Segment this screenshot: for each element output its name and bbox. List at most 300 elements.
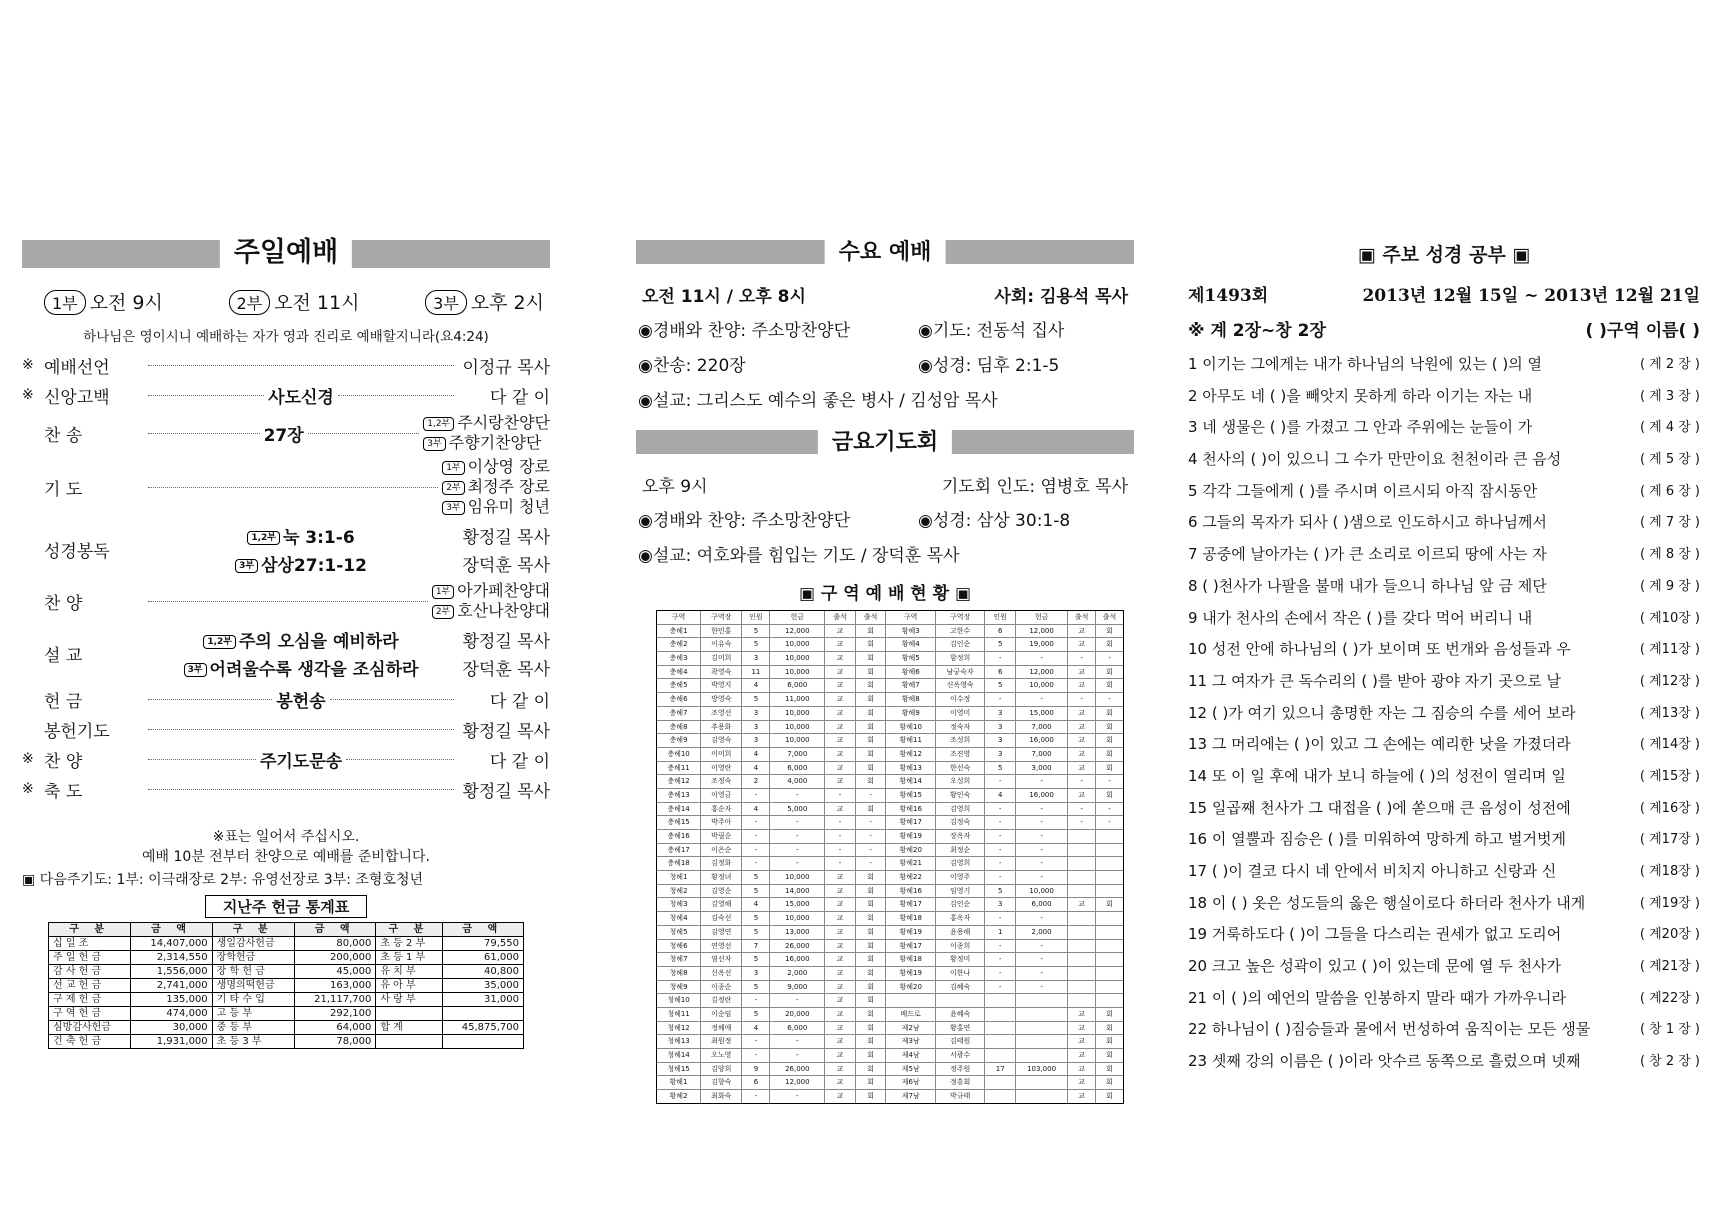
district-cell: 9	[742, 1063, 770, 1076]
question-ref: ( 계16장 )	[1639, 800, 1700, 816]
district-cell: 김영해	[701, 898, 742, 911]
district-cell	[1068, 926, 1096, 939]
district-cell: 황헤15	[886, 789, 935, 802]
district-cell: 교	[825, 638, 856, 651]
district-cell: 교	[1068, 734, 1096, 747]
offering-cell: 2,314,550	[131, 951, 212, 965]
district-cell: 황헤19	[886, 830, 935, 843]
question-item	[1188, 698, 1700, 730]
order-label: 성경봉독	[44, 541, 110, 562]
district-cell: 교	[825, 1049, 856, 1062]
district-row	[657, 1049, 1123, 1063]
district-cell: -	[770, 1049, 825, 1062]
district-cell: 3	[985, 707, 1016, 720]
district-row	[657, 1035, 1123, 1049]
district-row	[657, 679, 1123, 693]
dots-left	[148, 395, 264, 396]
district-cell: 5	[985, 679, 1016, 692]
district-cell: 교	[1068, 625, 1096, 638]
district-cell: 회	[856, 748, 887, 761]
order-row	[22, 351, 550, 379]
question-item	[1188, 888, 1700, 920]
order-sublist	[144, 625, 550, 681]
district-cell: 10,000	[770, 912, 825, 925]
order-row	[22, 581, 550, 621]
district-cell: -	[985, 912, 1016, 925]
district-cell	[1096, 885, 1123, 898]
district-cell	[1096, 940, 1123, 953]
district-cell: 20,000	[770, 1008, 825, 1021]
district-cell: 10,000	[770, 871, 825, 884]
district-cell: 교	[825, 1076, 856, 1089]
district-cell: 회	[1106, 1009, 1113, 1018]
district-cell: 회	[856, 1076, 887, 1089]
district-cell: 회	[856, 734, 887, 747]
district-cell: 황헤10	[886, 721, 935, 734]
question-ref: ( 창 2 장 )	[1639, 1054, 1700, 1070]
question-item	[1188, 349, 1700, 381]
order-subrow	[144, 521, 550, 549]
question-text: 7 공중에 날아가는 ( )가 큰 소리로 이르되 땅에 사는 자	[1188, 545, 1547, 564]
district-cell: 황헤9	[886, 707, 935, 720]
district-cell: 정혜애	[701, 1022, 742, 1035]
order-dots	[148, 687, 454, 712]
district-cell: 5,000	[770, 803, 825, 816]
district-cell	[985, 1090, 1016, 1103]
district-cell: 회	[1106, 1064, 1113, 1073]
dots-left	[148, 759, 256, 760]
district-cell: 교	[825, 953, 856, 966]
district-cell	[1016, 1049, 1068, 1062]
question-item	[1188, 729, 1700, 761]
district-cell: 황헤1	[657, 1076, 701, 1089]
session-label: 오전 9시	[89, 292, 163, 314]
district-cell: 교	[1068, 1035, 1096, 1048]
question-ref: ( 계 7 장 )	[1639, 515, 1700, 531]
offering-cell: 심방감사헌금	[49, 1021, 131, 1035]
note-line: ※표는 일어서 주십시오.	[212, 829, 360, 845]
question-ref: ( 계 6 장 )	[1639, 483, 1700, 499]
district-cell: 5	[742, 638, 770, 651]
district-cell	[886, 994, 935, 1007]
district-row	[657, 844, 1123, 858]
fri-praise: ◉경배와 찬양: 주소망찬양단	[638, 511, 851, 531]
district-cell: 회	[856, 721, 887, 734]
district-cell: 황헤13	[886, 762, 935, 775]
district-cell: 김양희	[701, 1063, 742, 1076]
district-cell: 교	[1068, 789, 1096, 802]
district-cell: 추용화	[701, 721, 742, 734]
question-text: 9 내가 천사의 손에서 작은 ( )를 갖다 먹어 버리니 내	[1188, 608, 1533, 627]
district-cell: 이은순	[701, 844, 742, 857]
bible-dates: 2013년 12월 15일 ~ 2013년 12월 21일	[1362, 286, 1700, 306]
question-item	[1188, 571, 1700, 603]
district-cell	[1068, 953, 1096, 966]
district-cell: 충헤10	[657, 748, 701, 761]
district-cell: 회	[1106, 640, 1113, 649]
question-ref: ( 계 5 장 )	[1639, 452, 1700, 468]
order-sub-text: 주의 오심을 예비하라	[239, 631, 399, 652]
district-cell: 교	[825, 1090, 856, 1103]
district-cell: -	[985, 803, 1016, 816]
district-cell: 제6남	[886, 1076, 935, 1089]
offering-title: 지난주 헌금 통계표	[205, 895, 367, 918]
question-list	[1188, 349, 1700, 1078]
district-cell: 2	[742, 775, 770, 788]
order-dots	[148, 487, 438, 488]
district-cell: -	[825, 844, 856, 857]
district-cell: 인원	[742, 611, 770, 624]
offering-cell: 80,000	[294, 937, 375, 951]
district-cell: 교	[1068, 679, 1096, 692]
district-cell: 교	[825, 1063, 856, 1076]
offering-cell: 64,000	[294, 1021, 375, 1035]
question-ref: ( 계10장 )	[1639, 610, 1700, 626]
district-cell: -	[985, 857, 1016, 870]
question-ref: ( 계15장 )	[1639, 768, 1700, 784]
district-cell: -	[770, 844, 825, 857]
district-cell: 최원정	[701, 1035, 742, 1048]
district-cell: 홍순자	[701, 803, 742, 816]
district-cell: 이미희	[701, 748, 742, 761]
district-cell: 황헤18	[886, 912, 935, 925]
district-cell: 황정녀	[701, 871, 742, 884]
question-text: 4 천사의 ( )이 있으니 그 수가 만만이요 천천이라 큰 음성	[1188, 450, 1562, 469]
next-prayer: ▣ 다음주기도: 1부: 이극래장로 2부: 유영선장로 3부: 조형호청년	[22, 872, 424, 888]
district-row	[657, 871, 1123, 885]
district-row	[657, 967, 1123, 981]
district-cell: 조성희	[936, 734, 985, 747]
district-cell: 회	[856, 803, 887, 816]
district-cell: 황정미	[936, 953, 985, 966]
district-cell: 황헤19	[886, 967, 935, 980]
district-cell	[1096, 912, 1123, 925]
district-cell: 5	[985, 638, 1016, 651]
district-header-row	[657, 611, 1123, 625]
district-table	[656, 610, 1124, 1104]
order-row	[22, 715, 550, 743]
offering-cell: 292,100	[294, 1007, 375, 1021]
district-cell: 회	[856, 1035, 887, 1048]
district-cell	[1068, 830, 1096, 843]
order-row	[22, 381, 550, 409]
district-cell: -	[1016, 816, 1068, 829]
order-person: 황정길 목사	[462, 781, 550, 802]
district-cell: -	[1016, 830, 1068, 843]
district-cell: 이수정	[936, 693, 985, 706]
district-cell: 교	[825, 912, 856, 925]
offering-cell: 45,875,700	[442, 1021, 523, 1035]
district-cell: 이종순	[701, 981, 742, 994]
district-cell: 서광수	[936, 1049, 985, 1062]
district-cell: 교	[1068, 707, 1096, 720]
question-item	[1188, 476, 1700, 508]
district-row	[657, 762, 1123, 776]
district-cell: 2,000	[1016, 926, 1068, 939]
district-cell: 충헤12	[657, 775, 701, 788]
order-dots	[148, 789, 454, 790]
question-ref: ( 계 9 장 )	[1639, 578, 1700, 594]
question-text: 6 그들의 목자가 되사 ( )샘으로 인도하시고 하나님께서	[1188, 513, 1547, 532]
district-cell: 회	[856, 885, 887, 898]
district-cell: -	[742, 994, 770, 1007]
district-cell: 회	[856, 1049, 887, 1062]
bible-issue-row	[1188, 281, 1700, 306]
order-sub-text: 어려울수록 생각을 조심하라	[209, 659, 419, 680]
district-row	[657, 940, 1123, 954]
order-sub-item	[144, 523, 458, 548]
district-cell: 교	[825, 693, 856, 706]
district-cell: 오노영	[701, 1049, 742, 1062]
offering-cell: 생일감사헌금	[212, 937, 294, 951]
offering-cell: 중 등 부	[212, 1021, 294, 1035]
district-cell: 교	[1068, 748, 1096, 761]
district-cell: 오성희	[936, 775, 985, 788]
district-cell: 3	[742, 707, 770, 720]
weekday-section	[636, 240, 1134, 1104]
district-cell: 김영숙	[701, 734, 742, 747]
friday-leader: 기도회 인도: 염병호 목사	[941, 477, 1128, 497]
offering-table	[48, 922, 524, 1049]
district-cell: 회	[856, 926, 887, 939]
district-cell: 충헤2	[657, 638, 701, 651]
district-cell: 황헤8	[886, 693, 935, 706]
dots-left	[148, 699, 272, 700]
district-title: ▣ 구 역 예 배 현 황 ▣	[798, 584, 972, 604]
district-cell: 충헤18	[657, 857, 701, 870]
district-cell: 교	[1068, 1049, 1096, 1062]
question-text: 21 이 ( )의 예언의 말씀을 인봉하지 말라 때가 가까우니라	[1188, 988, 1566, 1007]
district-cell	[1016, 994, 1068, 1007]
district-row	[657, 693, 1123, 707]
question-item	[1188, 634, 1700, 666]
district-cell: 회	[856, 994, 887, 1007]
question-item	[1188, 666, 1700, 698]
question-item	[1188, 539, 1700, 571]
district-cell: 김정숙	[936, 816, 985, 829]
district-cell: 교	[825, 625, 856, 638]
order-person: 다 같 이	[489, 751, 550, 772]
district-cell: -	[1108, 818, 1111, 827]
wed-prayer: ◉기도: 전동석 집사	[918, 321, 1065, 341]
district-cell: 황헤6	[886, 666, 935, 679]
district-cell: 이유숙	[701, 638, 742, 651]
session-time	[229, 288, 360, 315]
district-cell: 5	[742, 693, 770, 706]
district-cell: 황헤20	[886, 981, 935, 994]
wednesday-item	[636, 346, 1134, 381]
district-cell: 3	[742, 967, 770, 980]
session-tag: 3부	[184, 663, 207, 677]
district-cell: 4	[742, 1022, 770, 1035]
district-cell: 장옥자	[936, 830, 985, 843]
dots-right	[330, 699, 454, 700]
question-text: 2 아무도 네 ( )을 빼앗지 못하게 하라 이기는 자는 내	[1188, 386, 1533, 405]
friday-title-bar	[636, 430, 1134, 454]
district-cell: -	[1016, 940, 1068, 953]
district-cell	[985, 1049, 1016, 1062]
district-cell: 조진영	[936, 748, 985, 761]
offering-header: 구 분	[376, 923, 442, 937]
order-person: 황정길 목사	[462, 721, 550, 742]
district-cell: 회	[1106, 1051, 1113, 1059]
district-cell: 교	[825, 679, 856, 692]
district-row	[657, 666, 1123, 680]
district-cell	[1096, 953, 1123, 966]
bible-issue: 제1493회	[1188, 286, 1269, 306]
district-row	[657, 789, 1123, 803]
dots-right	[308, 433, 420, 434]
district-cell: 3	[985, 721, 1016, 734]
district-cell: 교	[825, 1008, 856, 1021]
offering-cell: 유 아 부	[376, 979, 442, 993]
district-cell: -	[856, 816, 887, 829]
district-cell	[1096, 926, 1123, 939]
district-row	[657, 734, 1123, 748]
offering-row	[49, 1007, 524, 1021]
offering-cell: 14,407,000	[131, 937, 212, 951]
question-item	[1188, 603, 1700, 635]
district-cell: 12,000	[770, 1076, 825, 1089]
order-row	[22, 457, 550, 517]
district-cell: -	[1108, 804, 1111, 813]
district-cell: 충헤16	[657, 830, 701, 843]
district-cell: 청헤10	[657, 994, 701, 1007]
offering-row	[49, 993, 524, 1007]
district-cell: 10,000	[770, 638, 825, 651]
sunday-section	[22, 237, 550, 1049]
order-person: 다 같 이	[489, 387, 550, 408]
district-cell: 황헤5	[886, 652, 935, 665]
offering-cell: 78,000	[294, 1035, 375, 1049]
sunday-title-bar	[22, 237, 550, 268]
sunday-title: 주일예배	[220, 234, 352, 272]
wed-sermon: ◉설교: 그리스도 예수의 좋은 병사 / 김성암 목사	[638, 391, 998, 411]
question-ref: ( 창 1 장 )	[1639, 1022, 1700, 1038]
question-text: 14 또 이 일 후에 내가 보니 하늘에 ( )의 성전이 열리며 일	[1188, 766, 1566, 785]
district-cell: 이영란	[701, 762, 742, 775]
order-dots	[148, 747, 454, 772]
district-cell: -	[742, 1049, 770, 1062]
order-item: 주기도문송	[256, 747, 346, 772]
district-cell: 2,000	[770, 967, 825, 980]
friday-time: 오후 9시	[642, 477, 708, 497]
district-cell: 19,000	[1016, 638, 1068, 651]
offering-cell: 구 제 헌 금	[49, 993, 131, 1007]
district-cell: -	[985, 693, 1016, 706]
district-row	[657, 707, 1123, 721]
order-people	[442, 457, 550, 517]
bible-title: ▣ 주보 성경 공부 ▣	[1357, 244, 1531, 266]
wed-hymn: ◉찬송: 220장	[638, 356, 746, 376]
offering-cell: 474,000	[131, 1007, 212, 1021]
offering-header-row	[49, 923, 524, 937]
wednesday-host: 사회: 김용석 목사	[994, 287, 1128, 307]
offering-cell: 선 교 헌 금	[49, 979, 131, 993]
bible-range-row	[1188, 316, 1700, 341]
district-cell: 신옥선	[701, 967, 742, 980]
district-row	[657, 885, 1123, 899]
district-cell: 3	[985, 748, 1016, 761]
district-cell: 6,000	[770, 1022, 825, 1035]
order-dots	[148, 601, 428, 602]
district-cell: 충헤9	[657, 734, 701, 747]
question-text: 3 네 생물은 ( )를 가졌고 그 안과 주위에는 눈들이 가	[1188, 418, 1533, 437]
district-cell: 교	[825, 926, 856, 939]
district-cell: -	[985, 652, 1016, 665]
district-cell: 충헤5	[657, 679, 701, 692]
district-cell: 16,000	[1016, 734, 1068, 747]
district-cell: 5	[742, 1008, 770, 1021]
offering-cell: 건 축 헌 금	[49, 1035, 131, 1049]
session-tag: 1,2부	[423, 417, 454, 431]
district-cell: 출석	[1102, 613, 1117, 621]
district-row	[657, 1063, 1123, 1077]
district-cell: 6,000	[770, 679, 825, 692]
district-cell: 박필순	[701, 830, 742, 843]
district-cell: 4	[742, 679, 770, 692]
order-item: 사도신경	[264, 383, 338, 408]
district-cell: 15,000	[770, 898, 825, 911]
district-cell: 최화숙	[701, 1090, 742, 1103]
district-cell: -	[985, 830, 1016, 843]
district-row	[657, 1090, 1123, 1103]
district-cell: 교	[825, 898, 856, 911]
district-cell: -	[742, 816, 770, 829]
district-row	[657, 652, 1123, 666]
offering-cell: 35,000	[442, 979, 523, 993]
district-cell: 제7남	[886, 1090, 935, 1103]
offering-cell: 21,117,700	[294, 993, 375, 1007]
district-cell	[1096, 830, 1123, 843]
district-cell: 출석	[856, 611, 887, 624]
order-subrow	[144, 625, 550, 653]
district-cell: 회	[856, 1022, 887, 1035]
district-cell: 3	[985, 898, 1016, 911]
offering-cell	[376, 1035, 442, 1049]
district-cell: 청헤6	[657, 940, 701, 953]
district-cell: 출석	[825, 611, 856, 624]
district-cell: 황헤3	[886, 625, 935, 638]
district-row	[657, 1022, 1123, 1036]
district-cell: 염선자	[701, 953, 742, 966]
session-times	[22, 282, 550, 315]
question-text: 8 ( )천사가 나팔을 불매 내가 들으니 하나님 앞 금 제단	[1188, 576, 1547, 595]
offering-cell: 사 랑 부	[376, 993, 442, 1007]
district-cell: 회	[1106, 1023, 1113, 1032]
order-person-line	[442, 457, 550, 477]
district-cell: 7,000	[1016, 721, 1068, 734]
district-cell	[1096, 871, 1123, 884]
order-person: 이상영 장로	[467, 457, 550, 476]
friday-item	[636, 536, 1134, 571]
district-cell: 10,000	[770, 707, 825, 720]
offering-cell: 30,000	[131, 1021, 212, 1035]
order-mark: ※	[22, 357, 34, 373]
district-cell: 교	[825, 803, 856, 816]
worship-notes	[22, 827, 550, 867]
session-tag: 1부	[44, 290, 86, 315]
district-cell: -	[770, 830, 825, 843]
district-cell: 4	[985, 789, 1016, 802]
district-cell: 충헤7	[657, 707, 701, 720]
question-ref: ( 계14장 )	[1639, 737, 1700, 753]
district-cell: 교	[825, 1035, 856, 1048]
district-cell: 5	[985, 885, 1016, 898]
district-cell: 5	[742, 926, 770, 939]
district-cell: 3	[985, 734, 1016, 747]
session-label: 오후 2시	[470, 292, 544, 314]
